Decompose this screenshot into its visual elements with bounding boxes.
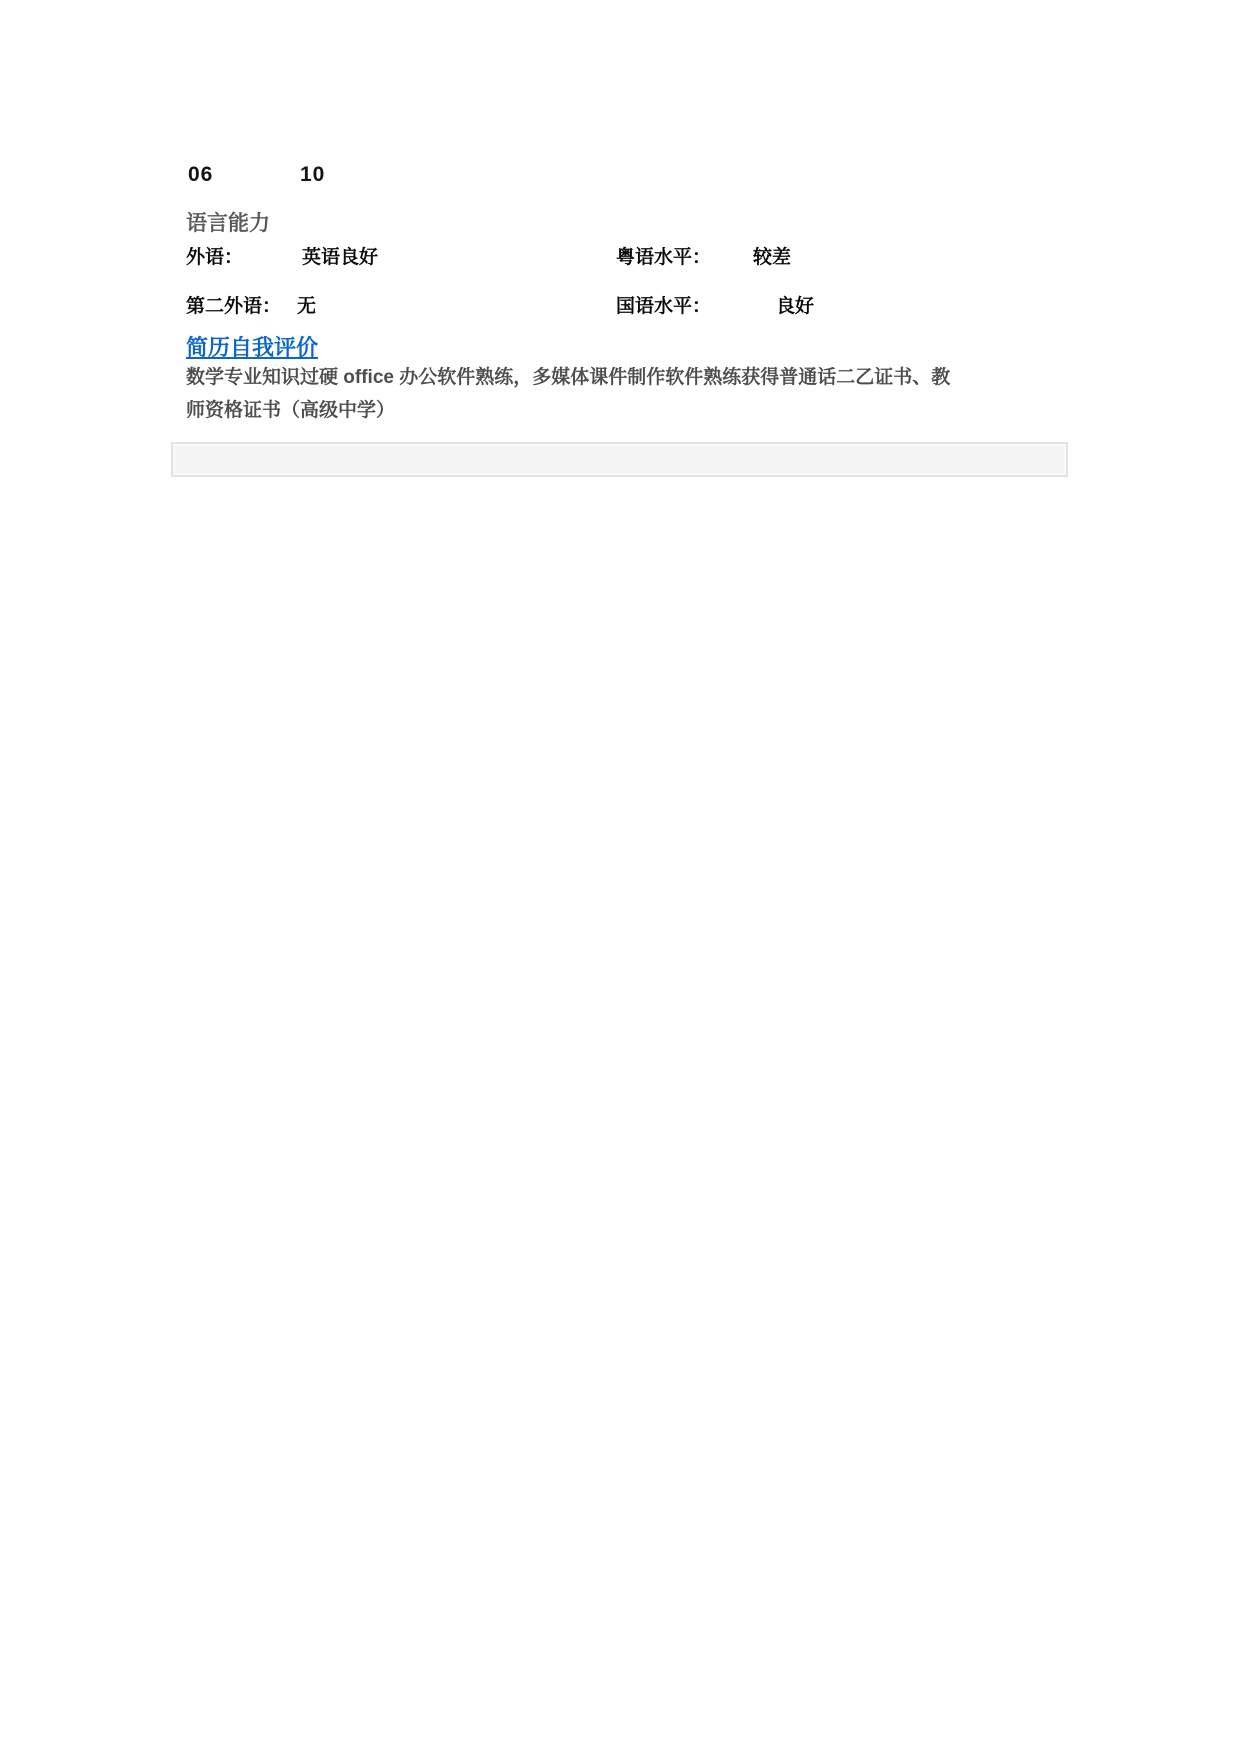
cantonese-level-value: 较差 — [753, 247, 792, 268]
empty-panel — [171, 442, 1068, 477]
second-foreign-language-label: 第二外语： — [186, 296, 282, 317]
self-evaluation-link[interactable]: 简历自我评价 — [186, 335, 319, 360]
mandarin-level-value: 良好 — [776, 296, 815, 317]
foreign-language-label: 外语： — [186, 247, 244, 268]
language-section-heading: 语言能力 — [186, 212, 270, 235]
self-evaluation-text: 数学专业知识过硬 office 办公软件熟练，多媒体课件制作软件熟练获得普通话二乙证书、教师资格证书（高级中学） — [186, 367, 951, 421]
mandarin-level-label: 国语水平： — [616, 296, 712, 317]
date-start: 06 — [188, 163, 214, 186]
second-foreign-language-value: 无 — [297, 296, 317, 317]
cantonese-level-label: 粤语水平： — [616, 247, 712, 268]
foreign-language-value: 英语良好 — [302, 247, 379, 268]
date-end: 10 — [300, 163, 326, 186]
